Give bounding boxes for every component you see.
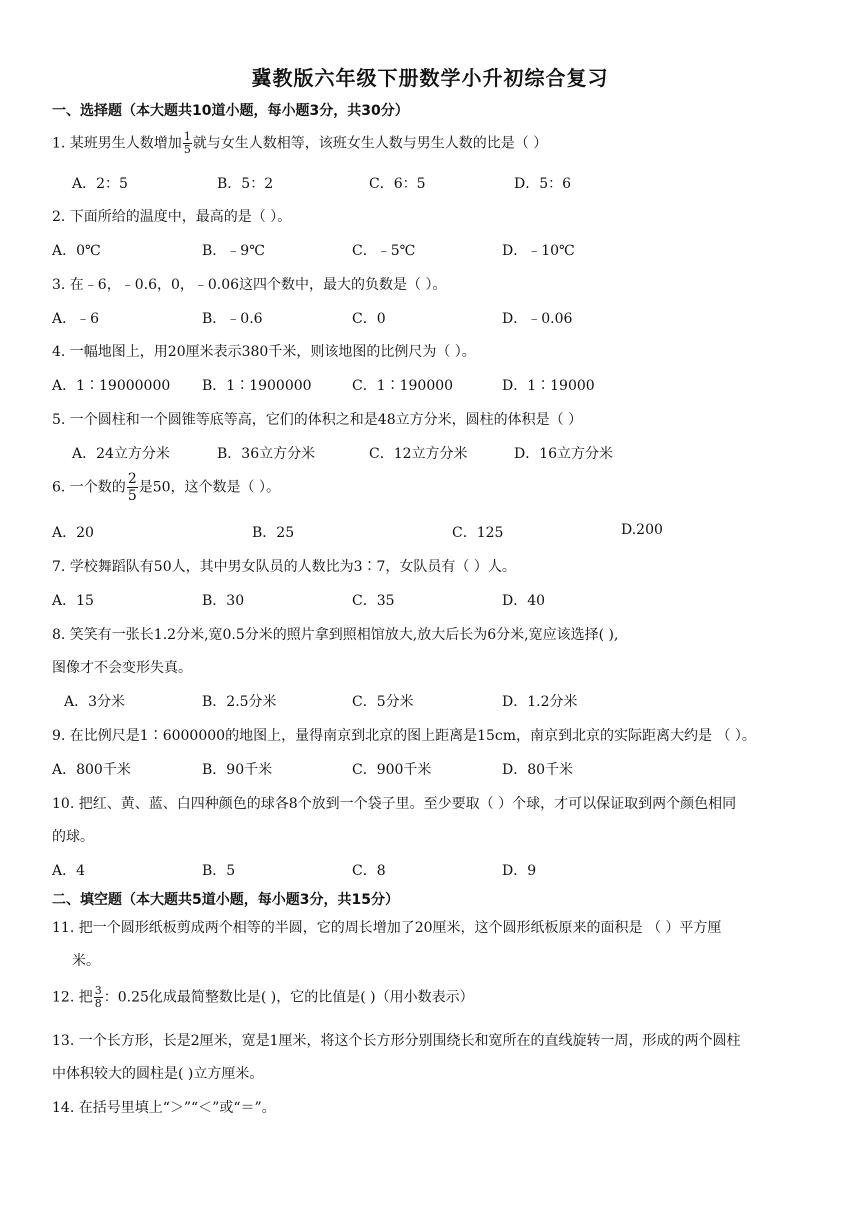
fraction <box>94 985 103 1010</box>
question-14: 14. 在括号里填上“＞”“＜”或“＝”。 <box>52 1100 276 1116</box>
option-d: D．16立方分米 <box>514 446 614 462</box>
option-a: A．1∶19000000 <box>52 378 171 394</box>
question-1 <box>52 131 547 156</box>
question-8-continued: 图像才不会变形失真。 <box>52 660 192 676</box>
option-b: B．﹣0.6 <box>202 311 263 327</box>
question-13: 13. 一个长方形，长是2厘米，宽是1厘米，将这个长方形分别围绕长和宽所在的直线旋转一周，形成的两个圆柱 <box>52 1033 741 1049</box>
option-c: C．900千米 <box>352 762 432 778</box>
question-1-options <box>72 173 852 193</box>
option-b: B．5：2 <box>217 176 274 192</box>
question-text: 就与女生人数相等，该班女生人数与男生人数的比是（ ） <box>192 135 548 152</box>
fraction <box>127 471 138 504</box>
option-c: C．8 <box>352 863 386 879</box>
option-d: D．40 <box>502 593 546 609</box>
question-text: 12. 把 <box>52 989 93 1006</box>
option-c: C．﹣5℃ <box>352 243 416 259</box>
option-d: D．﹣10℃ <box>502 243 575 259</box>
option-a: A．24立方分米 <box>72 446 170 462</box>
option-a: A．800千米 <box>52 762 131 778</box>
question-3-options <box>52 308 832 328</box>
question-4: 4. 一幅地图上，用20厘米表示380千米，则该地图的比例尺为（ ）。 <box>52 344 476 360</box>
option-b: B．36立方分米 <box>217 446 316 462</box>
option-a: A．﹣6 <box>52 311 100 327</box>
question-13-continued: 中体积较大的圆柱是( )立方厘米。 <box>52 1066 264 1082</box>
question-6 <box>52 471 280 504</box>
question-7: 7. 学校舞蹈队有50人，其中男女队员的人数比为3∶7，女队员有（ ）人。 <box>52 559 516 575</box>
option-a: A．15 <box>52 593 94 609</box>
numerator: 2 <box>127 471 137 487</box>
option-d: D．9 <box>502 863 537 879</box>
question-5-options <box>72 443 852 463</box>
option-d: D．1.2分米 <box>502 694 578 710</box>
option-b: B．﹣9℃ <box>202 243 265 259</box>
option-b: B．90千米 <box>202 762 273 778</box>
option-d: D．80千米 <box>502 762 574 778</box>
option-c: C．125 <box>452 525 504 541</box>
question-8-options <box>64 691 844 711</box>
question-11-continued: 米。 <box>72 953 100 969</box>
question-2: 2. 下面所给的温度中，最高的是（ ）。 <box>52 209 292 225</box>
option-b: B．5 <box>202 863 236 879</box>
option-c: C．12立方分米 <box>369 446 468 462</box>
option-b: B．25 <box>252 525 295 541</box>
option-a: A．20 <box>52 525 94 541</box>
question-9: 9. 在比例尺是1∶6000000的地图上，量得南京到北京的图上距离是15cm，南京到北京的实际距离大约是 （ ）。 <box>52 728 756 744</box>
option-d: D.200 <box>621 522 663 538</box>
numerator: 3 <box>94 984 102 997</box>
question-4-options <box>52 375 832 395</box>
question-3: 3. 在﹣6，﹣0.6，0，﹣0.06这四个数中，最大的负数是（ ）。 <box>52 277 447 293</box>
question-7-options <box>52 590 832 610</box>
question-text: 6. 一个数的 <box>52 479 126 496</box>
question-text: 1. 某班男生人数增加 <box>52 135 182 152</box>
question-6-options <box>52 522 832 542</box>
question-12 <box>52 985 474 1010</box>
option-a: A．3分米 <box>64 694 126 710</box>
fraction <box>183 131 192 156</box>
option-c: C．5分米 <box>352 694 414 710</box>
option-b: B．1∶1900000 <box>202 378 312 394</box>
denominator: 5 <box>183 143 191 156</box>
option-b: B．2.5分米 <box>202 694 277 710</box>
option-b: B．30 <box>202 593 245 609</box>
question-8: 8. 笑笑有一张长1.2分米,宽0.5分米的照片拿到照相馆放大,放大后长为6分米,宽应该选择( ), <box>52 627 619 643</box>
question-9-options <box>52 759 832 779</box>
numerator: 1 <box>183 130 191 143</box>
denominator: 8 <box>94 997 102 1010</box>
page-title: 冀教版六年级下册数学小升初综合复习 <box>251 66 609 90</box>
option-a: A．0℃ <box>52 243 101 259</box>
option-d: D．﹣0.06 <box>502 311 573 327</box>
section-heading-fill: 二、填空题（本大题共5道小题，每小题3分，共15分） <box>52 892 399 908</box>
section-heading-choice: 一、选择题（本大题共10道小题，每小题3分，共30分） <box>52 103 409 119</box>
question-text: ：0.25化成最简整数比是( )，它的比值是( )（用小数表示） <box>103 989 474 1006</box>
option-c: C．0 <box>352 311 386 327</box>
question-5: 5. 一个圆柱和一个圆锥等底等高，它们的体积之和是48立方分米，圆柱的体积是（ ） <box>52 412 583 428</box>
question-10-options <box>52 860 832 880</box>
option-c: C．35 <box>352 593 395 609</box>
option-a: A．4 <box>52 863 86 879</box>
question-2-options <box>52 240 832 260</box>
option-d: D．1∶19000 <box>502 378 595 394</box>
option-d: D．5：6 <box>514 176 572 192</box>
question-10-continued: 的球。 <box>52 829 94 845</box>
option-c: C．6：5 <box>369 176 426 192</box>
question-text: 是50，这个数是（ ）。 <box>138 479 280 496</box>
option-c: C．1∶190000 <box>352 378 454 394</box>
option-a: A．2：5 <box>72 176 128 192</box>
denominator: 5 <box>127 488 137 504</box>
question-10: 10. 把红、黄、蓝、白四种颜色的球各8个放到一个袋子里。至少要取（ ）个球，才可以保证取到两个颜色相同 <box>52 796 737 812</box>
question-11: 11. 把一个圆形纸板剪成两个相等的半圆，它的周长增加了20厘米，这个圆形纸板原来的面积是 （ ）平方厘 <box>52 920 722 936</box>
